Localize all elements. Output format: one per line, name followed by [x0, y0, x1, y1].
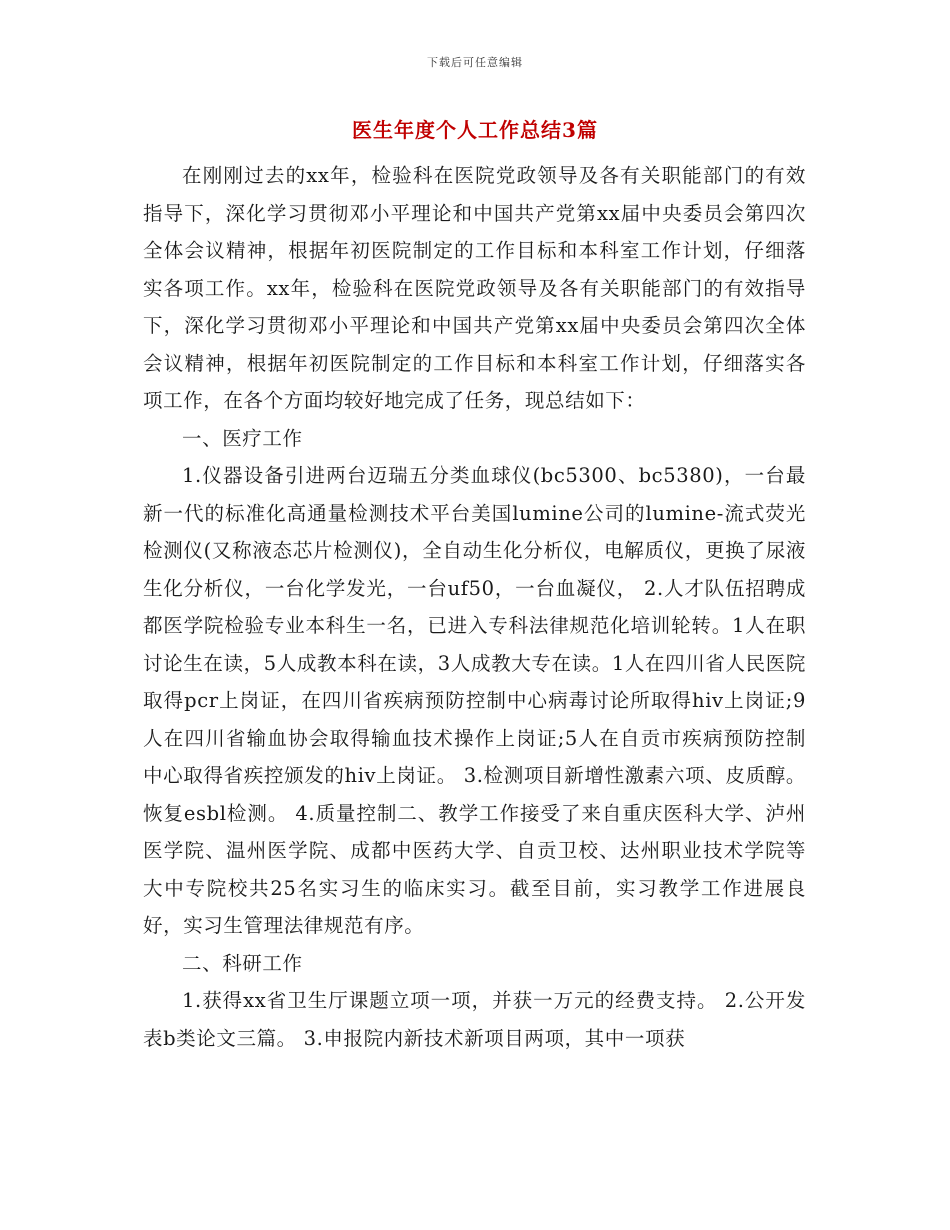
- section-heading-medical: 一、医疗工作: [182, 426, 303, 450]
- intro-paragraph: 在刚刚过去的xx年，检验科在医院党政领导及各有关职能部门的有效指导下，深化学习贯彻邓小平理论和中国共产党第xx届中央委员会第四次全体会议精神，根据年初医院制定的工作目标和本科室工作计划，仔细落实各项工作。xx年，检验科在医院党政领导及各有关职能部门的有效指导下，深化学习贯彻邓小平理论和中国共产党第xx届中央委员会第四次全体会议精神，根据年初医院制定的工作目标和本科室工作计划，仔细落实各项工作，在各个方面均较好地完成了任务，现总结如下：: [143, 164, 806, 412]
- document-body: [143, 157, 806, 1057]
- section-heading-research: 二、科研工作: [182, 951, 303, 975]
- research-paragraph: 1.获得xx省卫生厅课题立项一项，并获一万元的经费支持。 2.公开发表b类论文三篇。 3.申报院内新技术新项目两项，其中一项获: [143, 989, 806, 1050]
- document-title: 医生年度个人工作总结3篇: [352, 118, 598, 142]
- header-note: 下载后可任意编辑: [427, 56, 523, 69]
- medical-paragraph: 1.仪器设备引进两台迈瑞五分类血球仪(bc5300、bc5380)，一台最新一代的标准化高通量检测技术平台美国lumine公司的lumine-流式荧光检测仪(又称液态芯片检测仪)，全自动生化分析仪，电解质仪，更换了尿液生化分析仪，一台化学发光，一台uf50，一台血凝仪， 2.人才队伍招聘成都医学院检验专业本科生一名，已进入专科法律规范化培训轮转。1人在职讨论生在读，5人成教本科在读，3人成教大专在读。1人在四川省人民医院取得pcr上岗证，在四川省疾病预防控制中心病毒讨论所取得hiv上岗证;9人在四川省输血协会取得输血技术操作上岗证;5人在自贡市疾病预防控制中心取得省疾控颁发的hiv上岗证。 3.检测项目新增性激素六项、皮质醇。恢复esbl检测。 4.质量控制二、教学工作接受了来自重庆医科大学、泸州医学院、温州医学院、成都中医药大学、自贡卫校、达州职业技术学院等大中专院校共25名实习生的临床实习。截至目前，实习教学工作进展良好，实习生管理法律规范有序。: [143, 464, 806, 937]
